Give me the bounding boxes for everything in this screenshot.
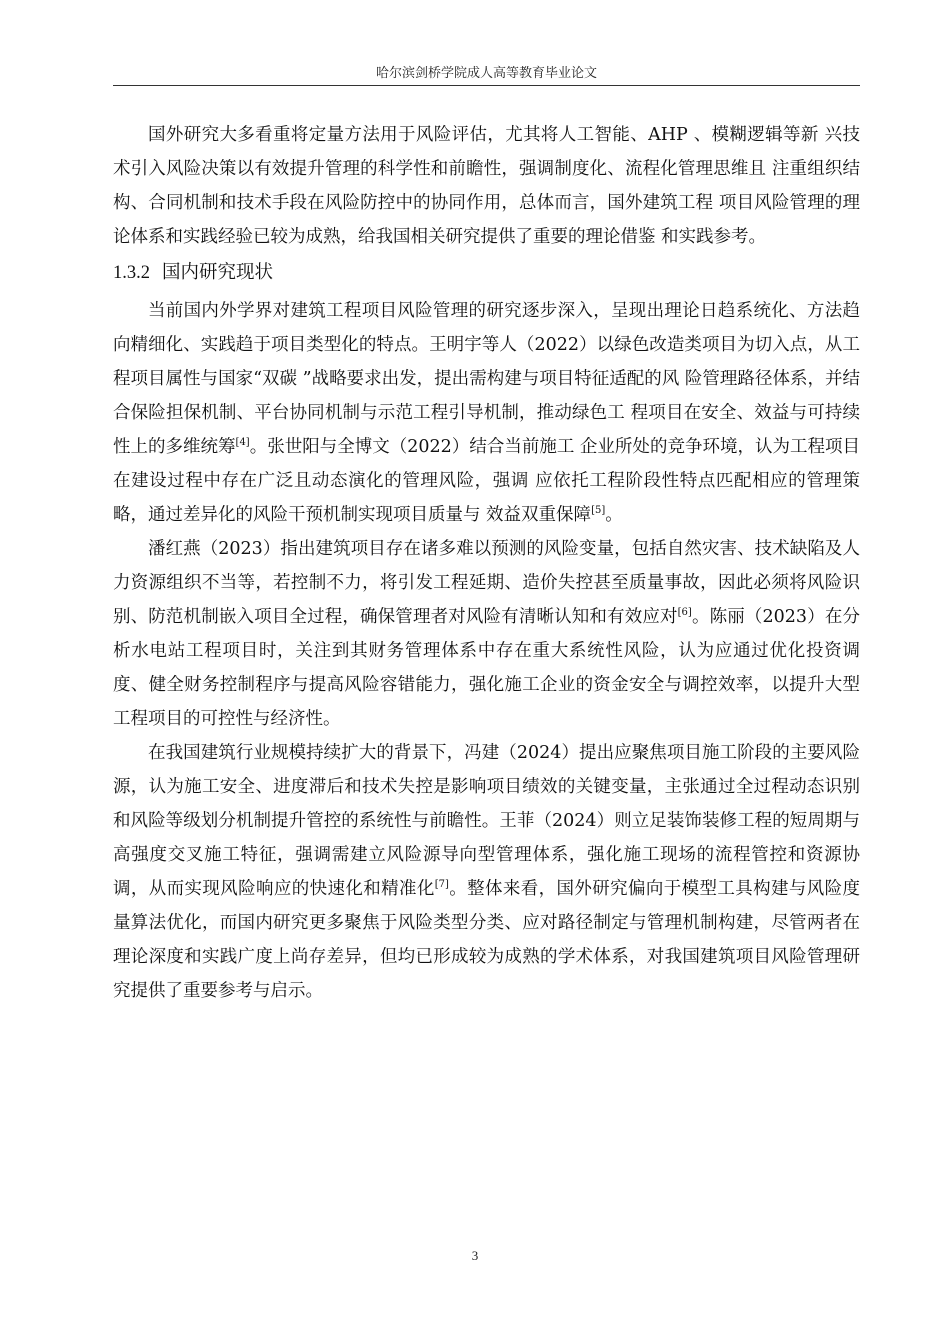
paragraph-domestic-research-3: 在我国建筑行业规模持续扩大的背景下，冯建（2024）提出应聚焦项目施工阶段的主要风险源，认为施工安全、进度滞后和技术失控是影响项目绩效的关键变量，主张通过全过程动态识别和风险等级划分机制提升管控的系统性与前瞻性。王菲（2024）则立足装饰装修工程的短周期与高强度交叉施工特征，强调需建立风险源导向型管理体系，强化施工现场的流程管控和资源协调，从而实现风险响应的快速化和精准化[7]。整体来看，国外研究偏向于模型工具构建与风险度量算法优化，而国内研究更多聚焦于风险类型分类、应对路径制定与管理机制构建，尽管两者在理论深度和实践广度上尚存差异，但均已形成较为成熟的学术体系，对我国建筑项目风险管理研究提供了重要参考与启示。 (113, 743, 861, 1001)
citation-6: [6] (677, 607, 692, 618)
paragraph-foreign-research-summary: 国外研究大多看重将定量方法用于风险评估，尤其将人工智能、AHP 、模糊逻辑等新 兴技术引入风险决策以有效提升管理的科学性和前瞻性，强调制度化、流程化管理思维且 注重组织结构、合同机制和技术手段在风险防控中的协同作用，总体而言，国外建筑工程 项目风险管理的理论体系和实践经验已较为成熟，给我国相关研究提供了重要的理论借鉴 和实践参考。 (113, 125, 860, 247)
page-body (113, 118, 860, 1008)
citation-7: [7] (434, 879, 449, 890)
citation-4: [4] (235, 437, 250, 448)
paragraph-domestic-research-2: 潘红燕（2023）指出建筑项目存在诸多难以预测的风险变量，包括自然灾害、技术缺陷及人力资源组织不当等，若控制不力，将引发工程延期、造价失控甚至质量事故，因此必须将风险识别、防范机制嵌入项目全过程，确保管理者对风险有清晰认知和有效应对[6]。陈丽（2023）在分析水电站工程项目时，关注到其财务管理体系中存在重大系统性风险，认为应通过优化投资调度、健全财务控制程序与提高风险容错能力，强化施工企业的资金安全与调控效率，以提升大型工程项目的可控性与经济性。 (113, 539, 860, 729)
page-header: 哈尔滨剑桥学院成人高等教育毕业论文 (375, 66, 597, 81)
section-heading (113, 256, 860, 290)
section-number: 1.3.2 (113, 263, 150, 283)
page-number: 3 (471, 1248, 479, 1263)
paragraph-domestic-research-1: 当前国内外学界对建筑工程项目风险管理的研究逐步深入，呈现出理论日趋系统化、方法趋向精细化、实践趋于项目类型化的特点。王明宇等人（2022）以绿色改造类项目为切入点，从工程项目属性与国家“双碳 ”战略要求出发，提出需构建与项目特征适配的风 险管理路径体系，并结合保险担保机制、平台协同机制与示范工程引导机制，推动绿色工 程项目在安全、效益与可持续性上的多维统筹[4]。张世阳与全博文（2022）结合当前施工 企业所处的竞争环境，认为工程项目在建设过程中存在广泛且动态演化的管理风险，强调 应依托工程阶段性特点匹配相应的管理策略，通过差异化的风险干预机制实现项目质量与 效益双重保障[5]。 (113, 301, 860, 525)
citation-5: [5] (591, 505, 606, 516)
section-title: 国内研究现状 (162, 262, 274, 283)
header-divider (113, 85, 860, 86)
